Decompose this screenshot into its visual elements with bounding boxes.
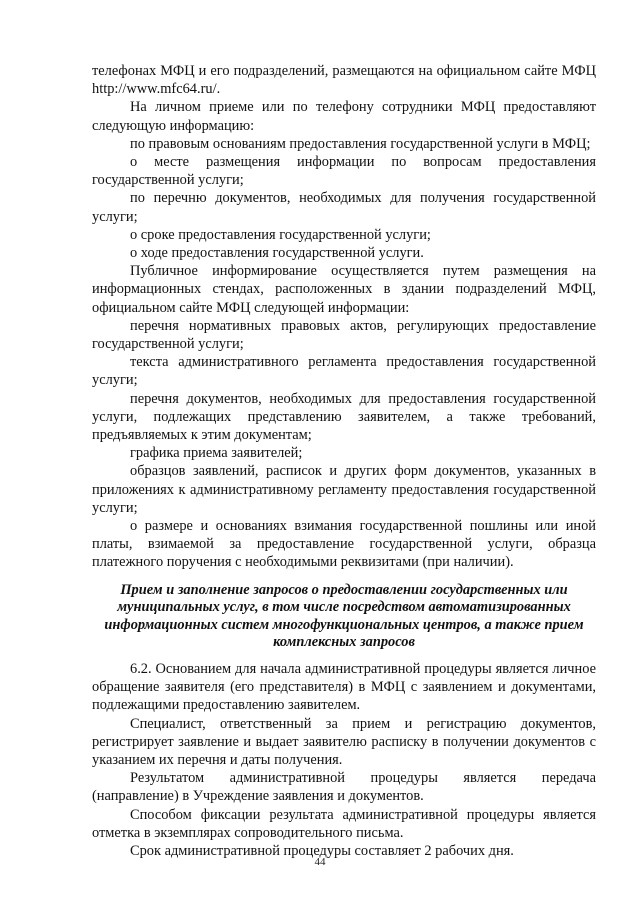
list-item: по правовым основаниям предоставления государственной услуги в МФЦ; <box>130 135 591 152</box>
paragraph: Способом фиксации результата административной процедуры является отметка в экземплярах сопроводительного письма. <box>92 806 596 841</box>
page-number: 44 <box>314 856 326 868</box>
list-item: текста административного регламента предоставления государственной услуги; <box>92 354 596 389</box>
document-page <box>92 62 596 860</box>
paragraph: Результатом административной процедуры является передача (направление) в Учреждение заявления и документов. <box>92 770 596 805</box>
list-item: по перечню документов, необходимых для получения государственной услуги; <box>92 190 596 225</box>
paragraph: Срок административной процедуры составляет 2 рабочих дня. <box>130 843 514 860</box>
paragraph: На личном приеме или по телефону сотрудники МФЦ предоставляют следующую информацию: <box>92 99 596 134</box>
list-item: перечня документов, необходимых для предоставления государственной услуги, подлежащих представлению заявителем, а также требований, предъявляемых к этим документам; <box>92 390 596 444</box>
paragraph: телефонах МФЦ и его подразделений, размещаются на официальном сайте МФЦ http://www.mfc64.ru/. <box>92 63 596 98</box>
list-item: образцов заявлений, расписок и других форм документов, указанных в приложениях к административному регламенту предоставления государственной услуги; <box>92 463 596 516</box>
list-item: графика приема заявителей; <box>130 445 303 462</box>
paragraph: 6.2. Основанием для начала административной процедуры является личное обращение заявителя (его представителя) в МФЦ с заявлением и документами, подлежащими предоставлению заявителем. <box>92 661 596 714</box>
list-item: о сроке предоставления государственной услуги; <box>130 226 431 243</box>
list-item: перечня нормативных правовых актов, регулирующих предоставление государственной услуги; <box>92 317 596 353</box>
paragraph: Специалист, ответственный за прием и регистрацию документов, регистрирует заявление и выдает заявителю расписку в получении документов с указанием их перечня и даты получения. <box>92 715 596 769</box>
section-heading: Прием и заполнение запросов о предоставлении государственных или муниципальных услуг, в том числе посредством автоматизированных информационных систем многофункциональных центров, а также прием комплексных запросов <box>104 581 584 651</box>
list-item: о месте размещения информации по вопросам предоставления государственной услуги; <box>92 154 596 189</box>
list-item: о размере и основаниях взимания государственной пошлины или иной платы, взимаемой за предоставление государственной услуги, образца платежного поручения с необходимыми реквизитами (при наличии). <box>92 518 596 571</box>
paragraph: Публичное информирование осуществляется путем размещения на информационных стендах, расположенных в здании подразделений МФЦ, официальном сайте МФЦ следующей информации: <box>92 263 596 316</box>
list-item: о ходе предоставления государственной услуги. <box>130 245 424 262</box>
